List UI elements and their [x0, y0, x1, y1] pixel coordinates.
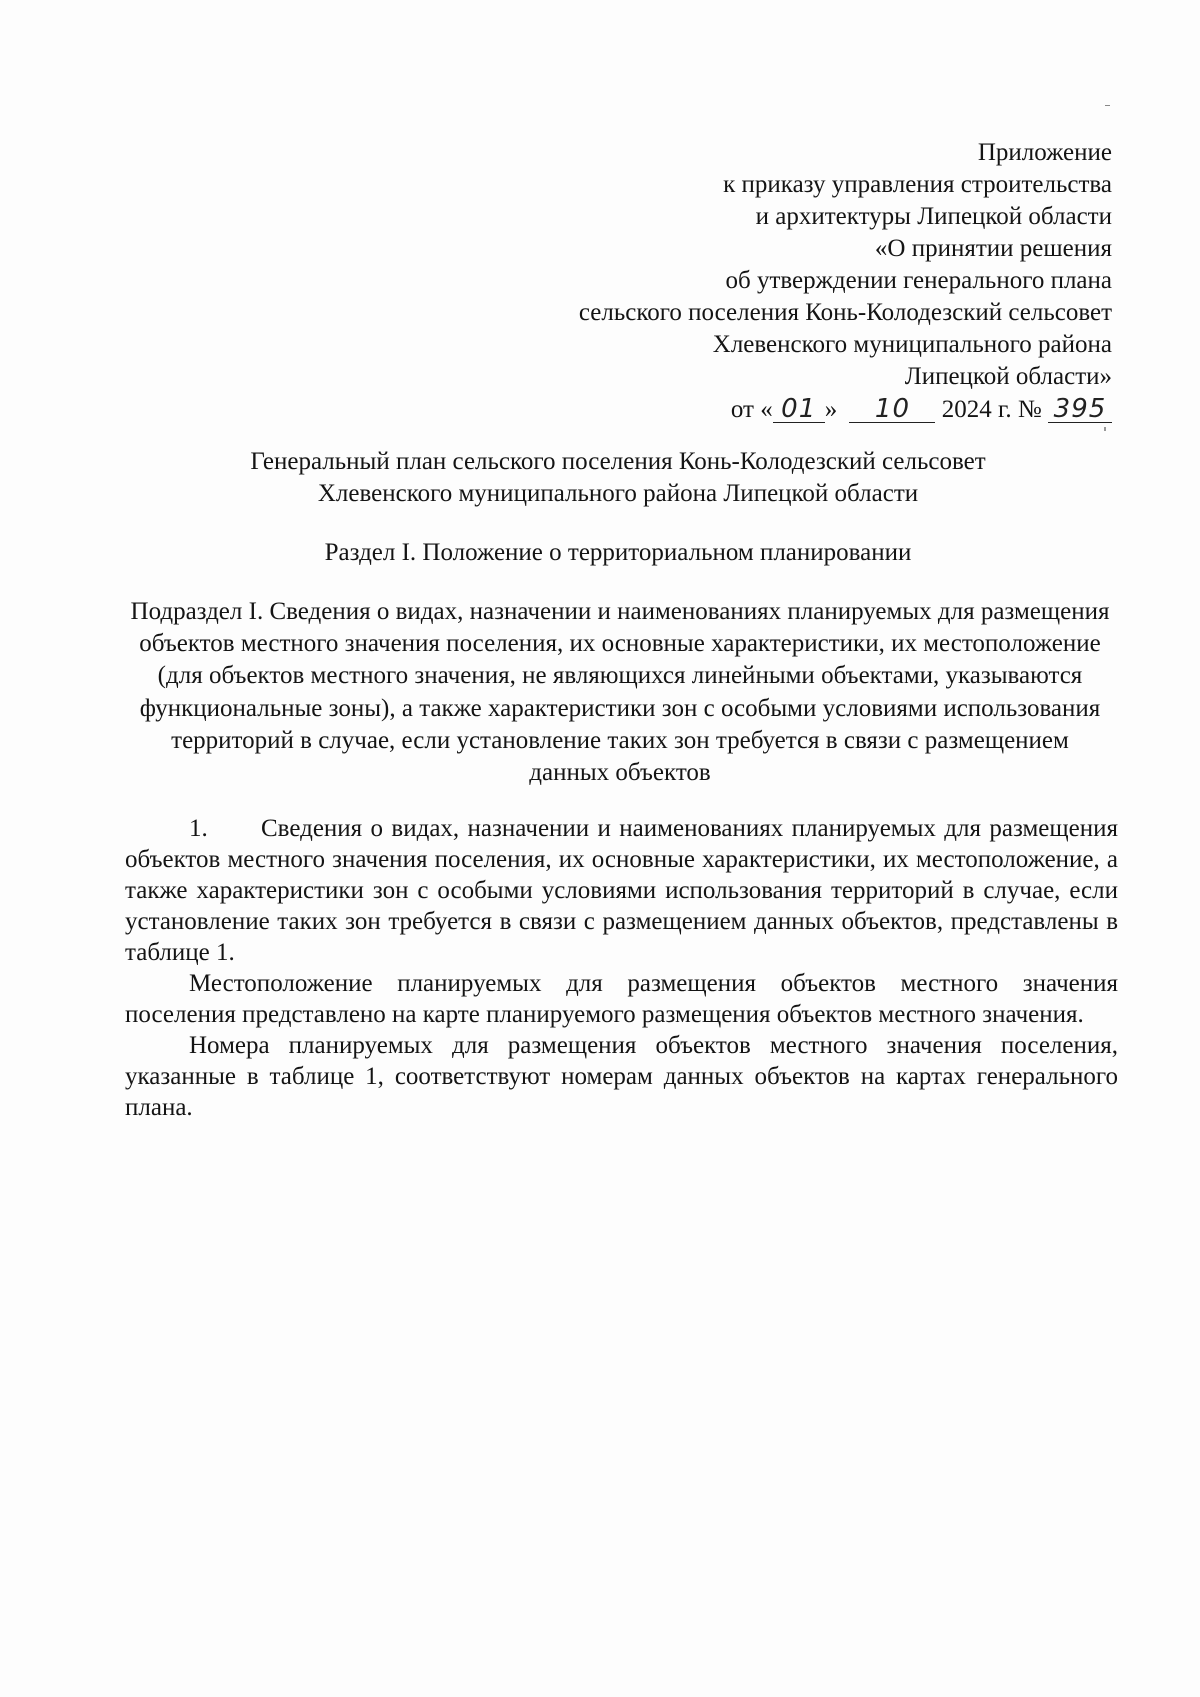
- appendix-line: Липецкой области»: [904, 363, 1112, 390]
- order-number-handwritten: 395: [1048, 393, 1112, 425]
- appendix-line: к приказу управления строительства: [723, 171, 1112, 198]
- paragraph-1-text: Сведения о видах, назначении и наименованиях планируемых для размещения объектов местного значения поселения, их основные характеристики, их местоположение, а также характеристики зон с особыми условиями использования территорий в случае, если установление таких зон требуется в связи с размещением данных объектов, представлены в таблице 1.: [125, 815, 1118, 966]
- order-prefix: от «: [730, 396, 773, 423]
- paragraph-2: Местоположение планируемых для размещения объектов местного значения поселения представлено на карте планируемого размещения объектов местного значения.: [125, 970, 1118, 1028]
- order-day-handwritten: 01: [773, 393, 825, 425]
- scan-speck: [1105, 105, 1110, 106]
- appendix-line: об утверждении генерального плана: [725, 267, 1112, 294]
- order-year-text: 2024 г. №: [941, 396, 1042, 423]
- paragraph-3: Номера планируемых для размещения объектов местного значения поселения, указанные в таблице 1, соответствуют номерам данных объектов на картах генерального плана.: [125, 1032, 1118, 1121]
- appendix-line: Приложение: [977, 139, 1112, 166]
- title-line: Генеральный план сельского поселения Конь-Колодезский сельсовет: [250, 448, 986, 475]
- scan-speck: [1104, 427, 1106, 431]
- order-month-handwritten: 10: [849, 393, 935, 425]
- title-line: Хлевенского муниципального района Липецкой области: [317, 480, 919, 507]
- order-quote-close: »: [824, 396, 838, 423]
- document-title: [120, 446, 1116, 510]
- appendix-line: и архитектуры Липецкой области: [755, 203, 1112, 230]
- order-date-line: [412, 393, 1112, 426]
- paragraph-number: 1.: [189, 815, 208, 842]
- appendix-line: сельского поселения Конь-Колодезский сельсовет: [578, 299, 1112, 326]
- section-heading: Раздел I. Положение о территориальном планировании: [324, 539, 912, 566]
- subsection-heading: Подраздел I. Сведения о видах, назначении и наименованиях планируемых для размещения объектов местного значения поселения, их основные характеристики, их местоположение (для объектов местного значения, не являющихся линейными объектами, указываются функциональные зоны), а также характеристики зон с особыми условиями использования территорий в случае, если установление таких зон требуется в связи с размещением данных объектов: [130, 598, 1110, 787]
- appendix-header: [412, 137, 1112, 426]
- body-text: [125, 813, 1118, 1123]
- appendix-line: Хлевенского муниципального района: [712, 331, 1112, 358]
- appendix-line: «О принятии решения: [874, 235, 1112, 262]
- paragraph-1: [125, 813, 1118, 968]
